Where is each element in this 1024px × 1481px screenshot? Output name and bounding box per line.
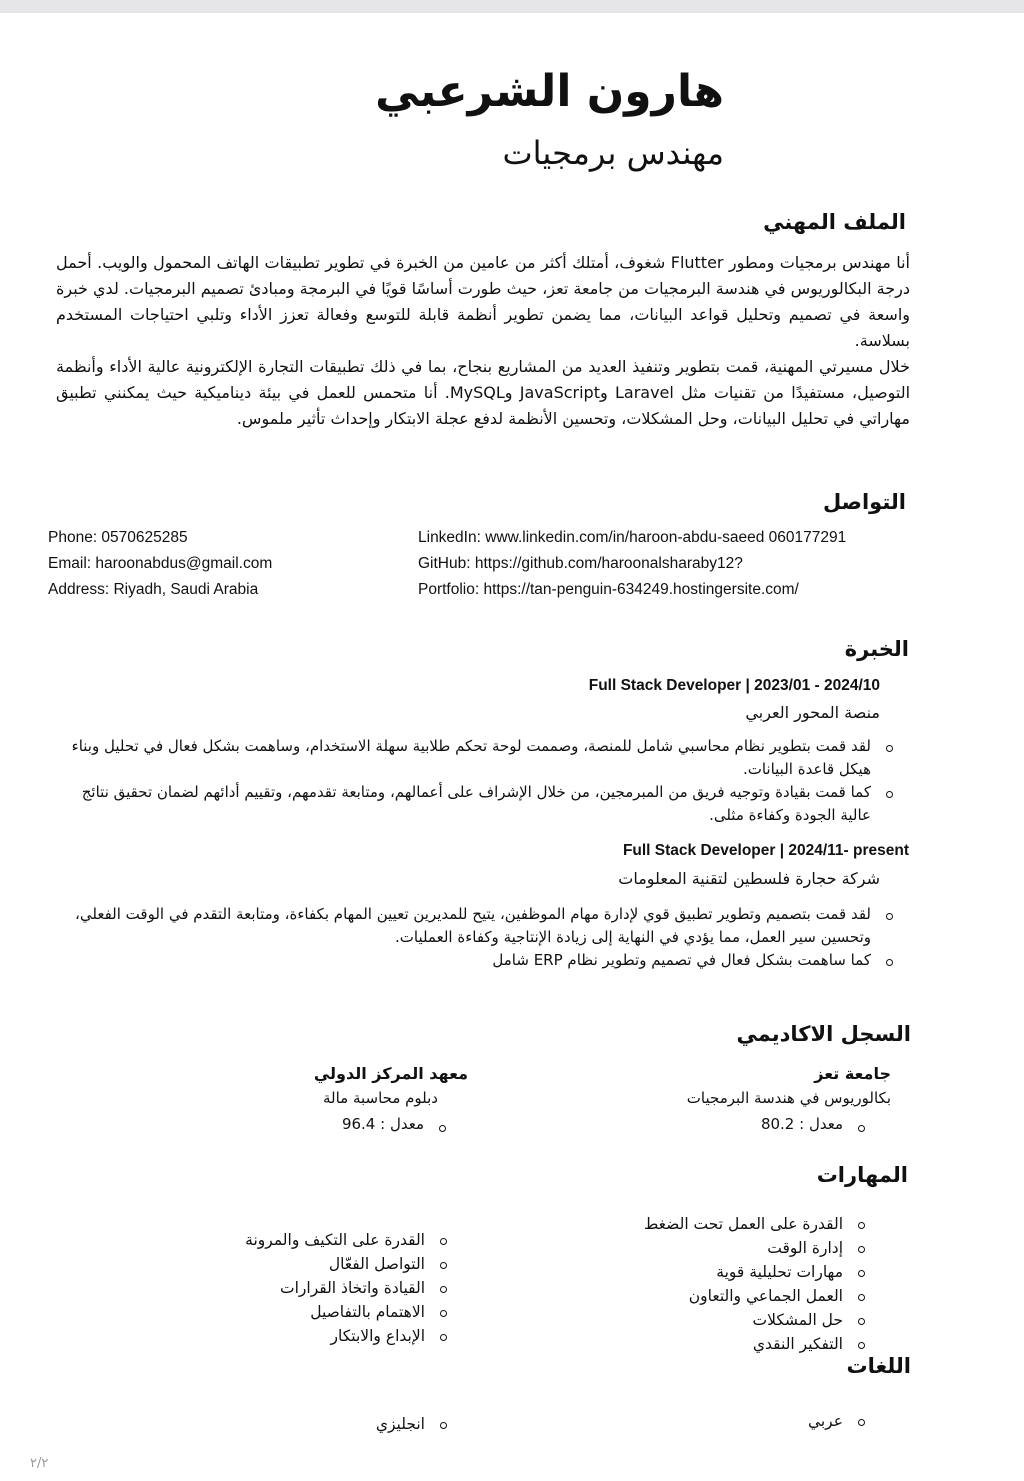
job-1-company: منصة المحور العربي: [745, 703, 880, 722]
skills-col-1: [483, 1212, 843, 1356]
profile-paragraph: خلال مسيرتي المهنية، قمت بتطوير وتنفيذ العديد من المشاريع بنجاح، بما في ذلك تطبيقات التجارة الإلكترونية عالية الأداء وأنظمة التوصيل، مستفيدًا من تقنيات مثل Laravel وJavaScript وMySQL. أنا متحمس للعمل في بيئة ديناميكية حيث يمكنني تطبيق مهاراتي في تحليل البيانات، وحل المشكلات، وتحسين الأنظمة لدفع عجلة الابتكار وإحداث تأثير ملموس.: [56, 357, 911, 428]
degree: بكالوريوس في هندسة البرمجيات: [686, 1089, 891, 1107]
phone: Phone: 0570625285: [48, 529, 188, 546]
skill-item: القيادة واتخاذ القرارات: [125, 1276, 425, 1300]
education-item: [148, 1064, 468, 1133]
contact-left: [48, 525, 272, 603]
job-2-company: شركة حجارة فلسطين لتقنية المعلومات: [618, 869, 880, 888]
contact-heading: التواصل: [822, 490, 906, 514]
skill-item: الإبداع والابتكار: [125, 1324, 425, 1348]
profile-heading: الملف المهني: [763, 210, 906, 234]
skills-col-2: [125, 1228, 425, 1348]
viewer-top-bar: [0, 0, 1024, 13]
skill-item: التفكير النقدي: [483, 1332, 843, 1356]
job-1-title: Full Stack Developer | 2023/01 - 2024/10: [588, 677, 880, 694]
skill-item: القدرة على التكيف والمرونة: [125, 1228, 425, 1252]
degree: دبلوم محاسبة مالة: [322, 1089, 438, 1107]
email: Email: haroonabdus@gmail.com: [48, 555, 273, 572]
skill-item: القدرة على العمل تحت الضغط: [483, 1212, 843, 1236]
languages-col-2: [225, 1412, 425, 1436]
github[interactable]: GitHub: https://github.com/haroonalsharaby12?: [418, 555, 743, 572]
list-item: لقد قمت بتصميم وتطوير تطبيق قوي لإدارة مهام الموظفين، يتيح للمديرين تعيين المهام بكفاءة، ومتابعة التقدم في الوقت الفعلي، وتحسين سير العمل، مما يؤدي في النهاية إلى زيادة الإنتاجية وكفاءة العمليات.: [70, 903, 871, 949]
address: Address: Riyadh, Saudi Arabia: [48, 581, 259, 598]
linkedin-label: LinkedIn:: [418, 529, 486, 546]
language-item: انجليزي: [225, 1412, 425, 1436]
language-item: عربي: [643, 1409, 843, 1433]
education-item: [571, 1064, 891, 1133]
portfolio[interactable]: Portfolio: https://tan-penguin-634249.hostingersite.com/: [418, 581, 799, 598]
list-item: كما قمت بقيادة وتوجيه فريق من المبرمجين، من خلال الإشراف على أعمالهم، ومتابعة تقدمهم، وتقييم أدائهم لضمان تحقيق نتائج عالية الجودة وكفاءة مثلى.: [70, 781, 871, 827]
skill-item: حل المشكلات: [483, 1308, 843, 1332]
job-2-bullets: [70, 903, 871, 972]
candidate-name: هارون الشرعبي: [375, 66, 724, 117]
gpa: معدل : 96.4: [148, 1115, 424, 1133]
skill-item: مهارات تحليلية قوية: [483, 1260, 843, 1284]
experience-heading: الخبرة: [844, 637, 909, 661]
profile-paragraph: أنا مهندس برمجيات ومطور Flutter شغوف، أمتلك أكثر من عامين من الخبرة في تطوير تطبيقات الهاتف المحمول والويب. أحمل درجة البكالوريوس في هندسة البرمجيات من جامعة تعز، حيث طورت أساسًا قويًا في البرمجة ومبادئ تصميم البرمجيات. لدي خبرة واسعة في تصميم وتحليل قواعد البيانات، مما يضمن تطوير أنظمة قابلة للتوسع وفعالة تعزز الأداء وتلبي احتياجات المستخدم بسلاسة.: [56, 253, 910, 350]
education-heading: السجل الاكاديمي: [736, 1022, 911, 1046]
page-number: ٢/٢: [30, 1456, 49, 1471]
job-title: مهندس برمجيات: [502, 134, 724, 172]
list-item: لقد قمت بتطوير نظام محاسبي شامل للمنصة، وصممت لوحة تحكم طلابية سهلة الاستخدام، وساهمت بشكل فعال في تحليل وبناء هيكل قاعدة البيانات.: [70, 735, 871, 781]
skills-heading: المهارات: [816, 1163, 908, 1187]
contact-right: [418, 525, 846, 603]
skill-item: إدارة الوقت: [483, 1236, 843, 1260]
gpa: معدل : 80.2: [571, 1115, 843, 1133]
skill-item: التواصل الفعّال: [125, 1252, 425, 1276]
job-1-bullets: [70, 735, 871, 827]
linkedin-link[interactable]: www.linkedin.com/in/haroon-abdu-saeed 060177291: [485, 529, 847, 546]
school: معهد المركز الدولي: [313, 1064, 468, 1083]
linkedin: [418, 525, 846, 551]
school: جامعة تعز: [814, 1064, 891, 1083]
skill-item: الاهتمام بالتفاصيل: [125, 1300, 425, 1324]
skill-item: العمل الجماعي والتعاون: [483, 1284, 843, 1308]
job-2-title: Full Stack Developer | 2024/11- present: [622, 842, 909, 859]
list-item: كما ساهمت بشكل فعال في تصميم وتطوير نظام ERP شامل: [70, 949, 871, 972]
profile-text: [56, 250, 910, 432]
languages-heading: اللغات: [846, 1354, 911, 1378]
languages-col-1: [643, 1409, 843, 1433]
